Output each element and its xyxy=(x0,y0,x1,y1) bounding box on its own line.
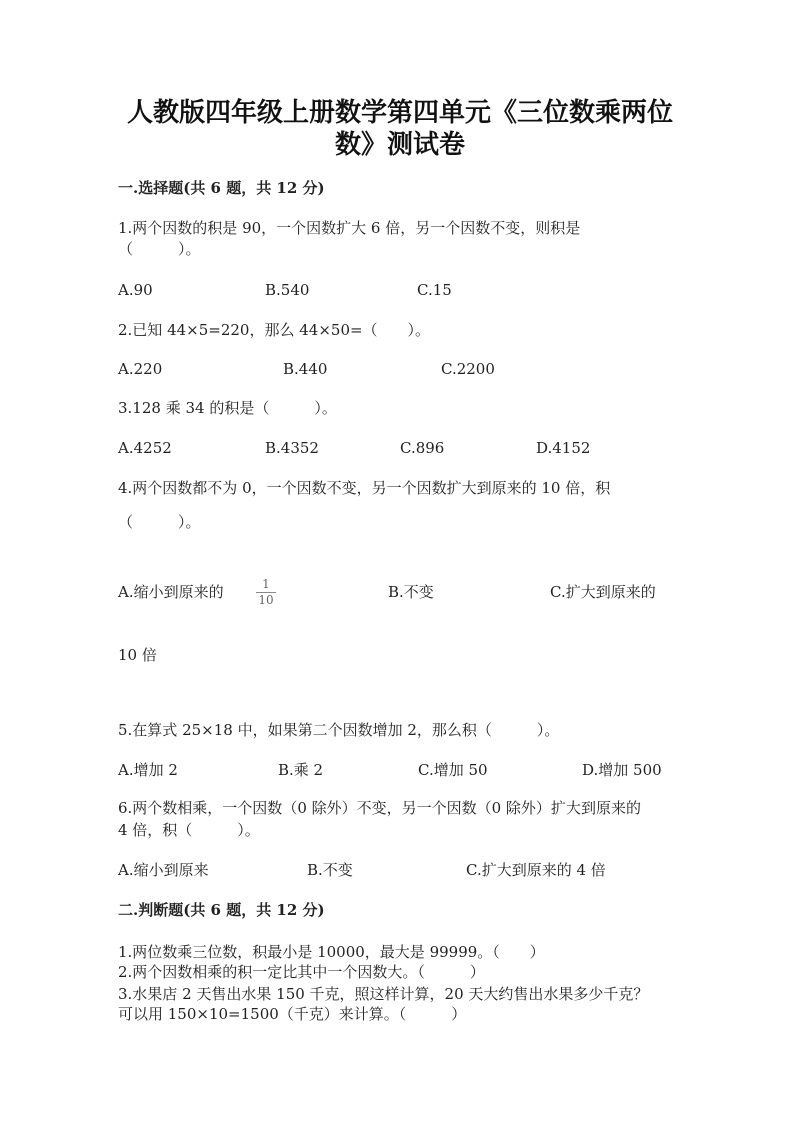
option-b: B.440 xyxy=(283,360,328,378)
question-1-blank: （ ）。 xyxy=(118,240,201,258)
question-5-text: 5.在算式 25×18 中，如果第二个因数增加 2，那么积（ ）。 xyxy=(118,721,560,739)
option-a: A.缩小到原来 xyxy=(118,861,209,879)
option-b: B.540 xyxy=(265,281,310,299)
question-3-text: 3.128 乘 34 的积是（ ）。 xyxy=(118,399,337,417)
question-2-text: 2.已知 44×5=220，那么 44×50=（ ）。 xyxy=(118,321,431,339)
judgement-item: 1.两位数乘三位数，积最小是 10000，最大是 99999。（ ） xyxy=(118,943,545,961)
option-c: C.896 xyxy=(400,439,445,457)
page-title-line2: 数》测试卷 xyxy=(334,130,465,160)
option-c: C.扩大到原来的 xyxy=(550,583,656,601)
judgement-item: 3.水果店 2 天售出水果 150 千克，照这样计算，20 天大约售出水果多少千克？ xyxy=(118,985,649,1003)
question-6-blank: 4 倍，积（ ）。 xyxy=(118,821,260,839)
option-c: C.15 xyxy=(417,281,452,299)
option-a: A.90 xyxy=(118,281,153,299)
question-6-text: 6.两个数相乘，一个因数（0 除外）不变，另一个因数（0 除外）扩大到原来的 xyxy=(118,799,641,817)
question-1-text: 1.两个因数的积是 90，一个因数扩大 6 倍，另一个因数不变，则积是 xyxy=(118,219,581,237)
section-heading-judgement: 二.判断题(共 6 题，共 12 分) xyxy=(118,901,325,919)
question-4-text: 4.两个因数都不为 0，一个因数不变，另一个因数扩大到原来的 10 倍，积 xyxy=(118,479,611,497)
option-b: B.不变 xyxy=(388,583,434,601)
option-b: B.乘 2 xyxy=(278,761,324,779)
option-a: A.增加 2 xyxy=(118,761,178,779)
option-c: C.扩大到原来的 4 倍 xyxy=(466,861,606,879)
option-b: B.4352 xyxy=(265,439,319,457)
option-a: A.4252 xyxy=(118,439,172,457)
section-heading-choice: 一.选择题(共 6 题，共 12 分) xyxy=(118,179,325,197)
fraction-one-tenth xyxy=(256,578,276,607)
option-d: D.4152 xyxy=(536,439,591,457)
question-4-blank: （ ）。 xyxy=(118,513,201,531)
option-c: C.2200 xyxy=(441,360,495,378)
option-c: C.增加 50 xyxy=(418,761,488,779)
option-b: B.不变 xyxy=(307,861,353,879)
fraction-denominator: 10 xyxy=(258,593,274,607)
fraction-numerator: 1 xyxy=(262,577,270,591)
judgement-item-continued: 可以用 150×10=1500（千克）来计算。（ ） xyxy=(118,1005,467,1023)
option-d: D.增加 500 xyxy=(582,761,662,779)
option-a: A.220 xyxy=(118,360,163,378)
option-c-continued: 10 倍 xyxy=(118,646,157,664)
page-title-line1: 人教版四年级上册数学第四单元《三位数乘两位 xyxy=(126,98,673,128)
judgement-item: 2.两个因数相乘的积一定比其中一个因数大。（ ） xyxy=(118,963,485,981)
option-a: A.缩小到原来的 xyxy=(118,583,224,601)
